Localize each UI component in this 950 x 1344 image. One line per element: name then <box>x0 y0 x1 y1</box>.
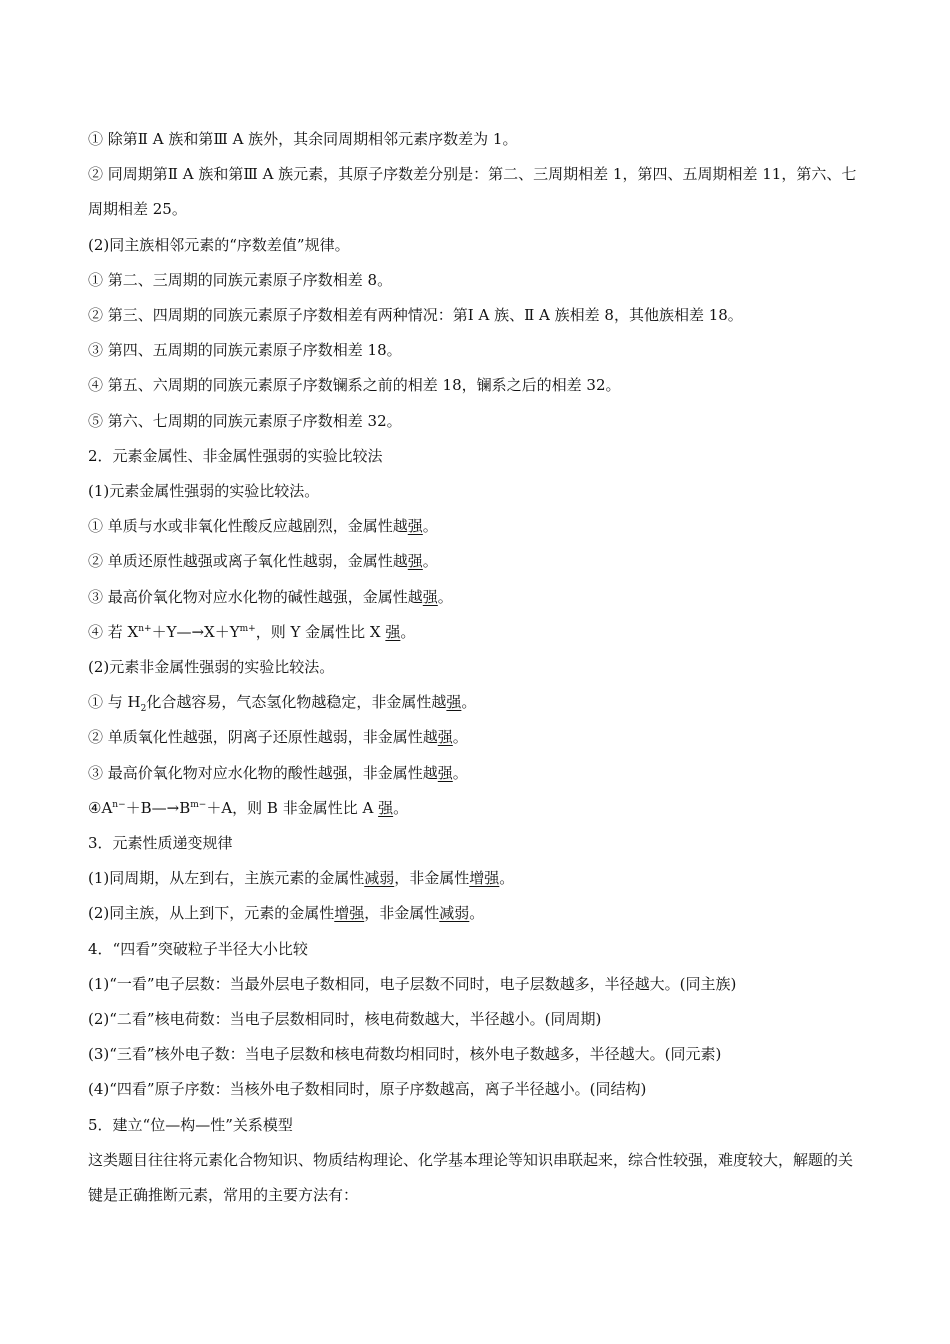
superscript: m− <box>190 799 207 810</box>
line-text: ④A <box>88 798 113 817</box>
line-text: ＋B—→B <box>125 798 191 817</box>
section-heading: 5．建立“位—构—性”关系模型 <box>88 1115 293 1134</box>
line-text: 。 <box>469 904 485 923</box>
line-text: 。 <box>452 763 468 782</box>
text-line: ⑤ 第六、七周期的同族元素原子序数相差 32。 <box>88 411 402 430</box>
text-line: (3)“三看”核外电子数：当电子层数和核电荷数均相同时，核外电子数越多，半径越大。(同元素) <box>88 1045 722 1064</box>
text-line: ① 第二、三周期的同族元素原子序数相差 8。 <box>88 270 393 289</box>
line-text: 。 <box>461 693 477 712</box>
text-line <box>88 615 864 650</box>
text-line <box>88 756 864 791</box>
line-text: ③ 最高价氧化物对应水化物的碱性越强，金属性越 <box>88 587 423 606</box>
underlined-answer: 强 <box>407 552 423 571</box>
text-line: ① 除第Ⅱ A 族和第Ⅲ A 族外，其余同周期相邻元素序数差为 1。 <box>88 130 518 148</box>
text-line: (1)元素金属性强弱的实验比较法。 <box>88 482 320 501</box>
underlined-answer: 强 <box>422 587 438 606</box>
underlined-answer: 强 <box>437 728 453 747</box>
text-line: 这类题目往往将元素化合物知识、物质结构理论、化学基本理论等知识串联起来，综合性较强，难度较大，解题的关键是正确推断元素，常用的主要方法有： <box>88 1150 854 1205</box>
underlined-answer: 强 <box>378 798 394 817</box>
line-text: ② 单质还原性越强或离子氧化性越弱，金属性越 <box>88 552 408 571</box>
text-line <box>88 720 864 755</box>
underlined-answer: 强 <box>446 693 462 712</box>
line-text: ，则 Y 金属性比 X <box>255 622 386 641</box>
line-text: ② 单质氧化性越强，阴离子还原性越弱，非金属性越 <box>88 728 438 747</box>
text-line: ② 第三、四周期的同族元素原子序数相差有两种情况：第Ⅰ A 族、Ⅱ A 族相差 8，其他族相差 18。 <box>88 306 743 325</box>
line-text: ① 与 H <box>88 693 141 712</box>
line-text: 。 <box>422 517 438 536</box>
superscript: n− <box>112 799 126 810</box>
line-text: 。 <box>400 622 416 641</box>
text-line <box>88 896 864 931</box>
text-line: ④ 第五、六周期的同族元素原子序数镧系之前的相差 18，镧系之后的相差 32。 <box>88 376 621 395</box>
text-line: ③ 第四、五周期的同族元素原子序数相差 18。 <box>88 341 402 360</box>
superscript: n+ <box>138 623 152 634</box>
line-text: (2)同主族，从上到下，元素的金属性 <box>88 904 335 923</box>
line-text: ＋Y—→X＋Y <box>151 622 240 641</box>
text-line: (2)同主族相邻元素的“序数差值”规律。 <box>88 235 350 254</box>
line-text: ③ 最高价氧化物对应水化物的酸性越强，非金属性越 <box>88 763 438 782</box>
line-text: 化合越容易，气态氢化物越稳定，非金属性越 <box>146 693 447 712</box>
line-text: ＋A，则 B 非金属性比 A <box>206 798 379 817</box>
line-text: ① 单质与水或非氧化性酸反应越剧烈，金属性越 <box>88 517 408 536</box>
section-heading: 3．元素性质递变规律 <box>88 834 233 853</box>
section-heading: 4．“四看”突破粒子半径大小比较 <box>88 939 308 958</box>
line-text: 。 <box>437 587 453 606</box>
line-text: 。 <box>452 728 468 747</box>
underlined-answer: 强 <box>385 622 401 641</box>
text-line <box>88 580 864 615</box>
text-line <box>88 685 864 720</box>
line-text: 。 <box>393 798 409 817</box>
superscript: m+ <box>239 623 256 634</box>
underlined-answer: 增强 <box>469 869 500 888</box>
underlined-answer: 强 <box>407 517 423 536</box>
text-line <box>88 861 864 896</box>
text-line: (2)元素非金属性强弱的实验比较法。 <box>88 658 335 677</box>
underlined-answer: 增强 <box>334 904 365 923</box>
line-text: ，非金属性 <box>364 904 440 923</box>
text-line: ② 同周期第Ⅱ A 族和第Ⅲ A 族元素，其原子序数差分别是：第二、三周期相差 1，第四、五周期相差 11，第六、七周期相差 25。 <box>88 165 857 219</box>
line-text: (1)同周期，从左到右，主族元素的金属性 <box>88 869 365 888</box>
underlined-answer: 减弱 <box>439 904 470 923</box>
line-text: ④ 若 X <box>88 622 139 641</box>
line-text: ，非金属性 <box>394 869 470 888</box>
underlined-answer: 强 <box>437 763 453 782</box>
text-line: (1)“一看”电子层数：当最外层电子数相同，电子层数不同时，电子层数越多，半径越大。(同主族) <box>88 974 737 993</box>
subscript: 2 <box>140 704 147 715</box>
line-text: 。 <box>422 552 438 571</box>
text-line: (2)“二看”核电荷数：当电子层数相同时，核电荷数越大，半径越小。(同周期) <box>88 1010 602 1029</box>
underlined-answer: 减弱 <box>364 869 395 888</box>
text-line: (4)“四看”原子序数：当核外电子数相同时，原子序数越高，离子半径越小。(同结构) <box>88 1080 647 1099</box>
text-line <box>88 544 864 579</box>
text-line <box>88 509 864 544</box>
text-line <box>88 791 864 826</box>
document-page <box>88 122 864 1213</box>
section-heading: 2．元素金属性、非金属性强弱的实验比较法 <box>88 446 383 465</box>
line-text: 。 <box>499 869 515 888</box>
